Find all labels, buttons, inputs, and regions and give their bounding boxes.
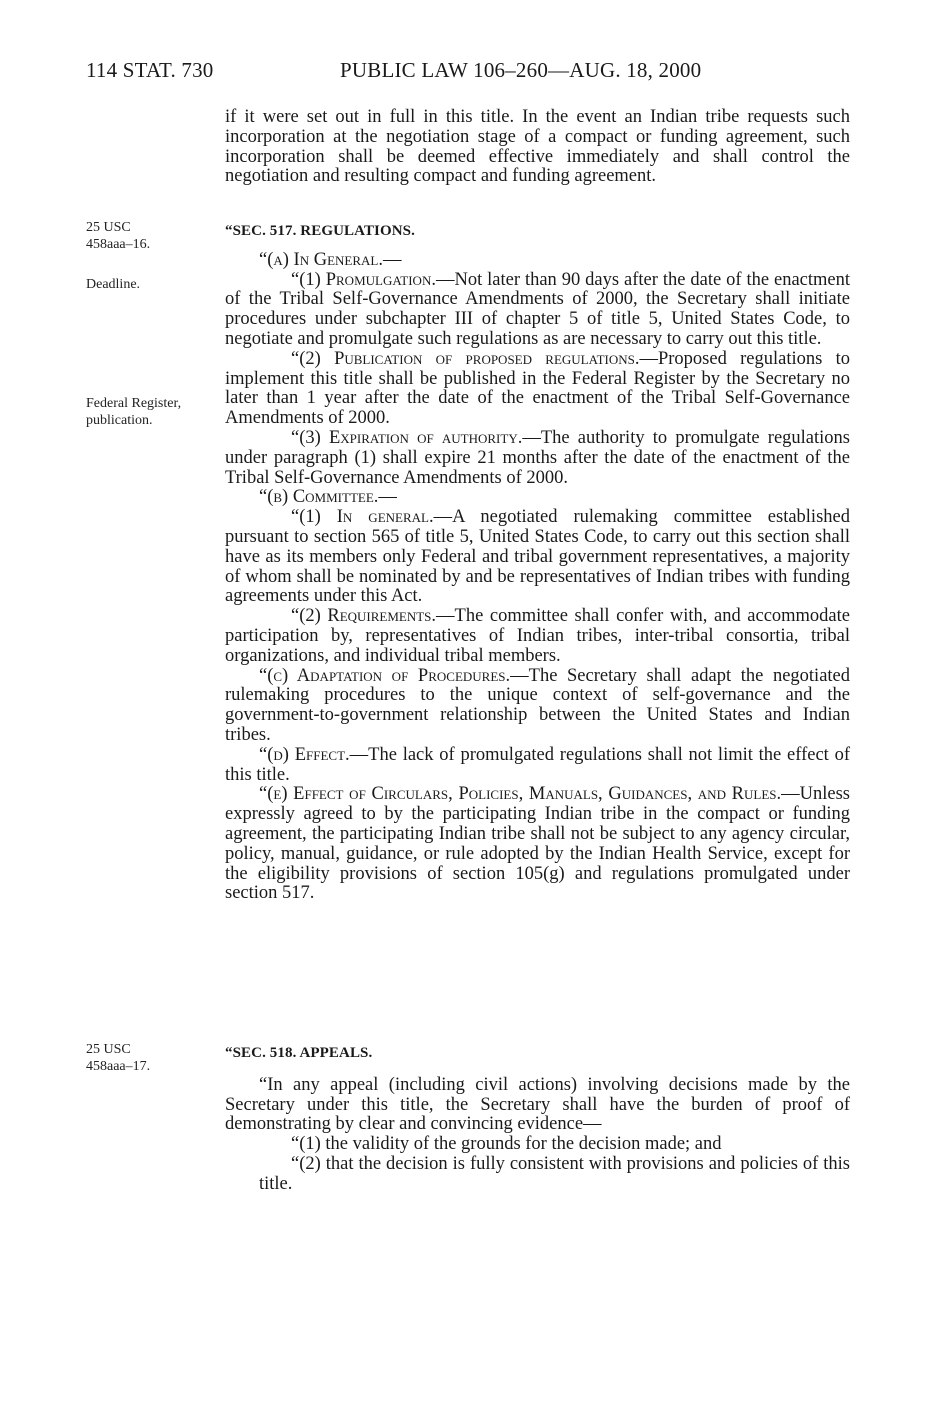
paragraph-b2-heading: “(2) Requirements. [291,606,437,627]
intro-text: if it were set out in full in this title. In the event an Indian tribe requests such incorporation at the negotiation stage of a compact or funding agreement, such incorporation shall be deemed effective immediately and shall control the negotiation and resulting compact and funding agreement. [225,107,850,187]
margin-note-line: 25 USC [86,220,131,235]
subsection-e [225,785,850,904]
section-518 [225,1044,850,1195]
public-law-header: PUBLIC LAW 106–260—AUG. 18, 2000 [340,58,702,82]
margin-note-usc-17 [86,1041,216,1075]
paragraph-a2-heading: “(2) Publication of proposed regulations. [291,348,640,369]
section-518-heading: “SEC. 518. APPEALS. [225,1045,373,1061]
subsection-e-heading: “(e) Effect of Circulars, Policies, Manuals, Guidances, and Rules. [259,784,782,805]
paragraph-b1-text: —A negotiated rulemaking committee established pursuant to section 565 of title 5, United States Code, to carry out this section shall have as its members only Federal and tribal government representatives, a majority of whom shall be nominated by and be representatives of Indian tribes with funding agreements under this Act. [225,507,850,607]
paragraph-b2 [225,607,850,666]
margin-note-usc-16 [86,219,216,253]
paragraph-a2-text: —Proposed regulations to implement this title shall be published in the Federal Register by the Secretary no later than 1 year after the date of the enactment of the Tribal Self-Governance Amendments of 2000. [225,348,851,429]
paragraph-a3-text: —The authority to promulgate regulations under paragraph (1) shall expire 21 months after the date of the enactment of the Tribal Self-Governance Amendments of 2000. [225,427,851,488]
margin-note-line: 458aaa–16. [86,237,151,252]
section-518-text: “In any appeal (including civil actions) involving decisions made by the Secretary under this title, the Secretary shall have the burden of proof of demonstrating by clear and convincing evidence— [225,1074,850,1135]
page-stat-number: 114 STAT. 730 [86,58,214,82]
subsection-c-heading: “(c) Adaptation of Procedures. [259,665,511,686]
intro-paragraph [225,108,850,187]
subsection-c [225,667,850,746]
subsection-d-heading: “(d) Effect. [259,744,350,765]
subsection-e-text: —Unless expressly agreed to by the participating Indian tribe in the compact or funding agreement, the participating Indian tribe shall not be subject to any agency circular, policy, manual, guidance, or rule adopted by the Indian Health Service, except for the eligibility provisions of section 105(g) and regulations promulgated under section 517. [225,784,850,904]
paragraph-a3-heading: “(3) Expiration of authority. [291,427,523,448]
subsection-a-heading: “(a) In General.— [259,249,402,270]
paragraph-b1-heading: “(1) In general. [291,507,434,528]
subsection-d [225,746,850,786]
margin-note-line: Federal Register, [86,396,182,411]
section-518-item-1: “(1) the validity of the grounds for the decision made; and [291,1134,722,1155]
margin-note-deadline: Deadline. [86,277,141,292]
section-517 [225,222,850,904]
margin-note-federal-register [86,395,216,429]
paragraph-a1 [225,271,850,350]
margin-note-line: 458aaa–17. [86,1059,151,1074]
margin-note-line: 25 USC [86,1042,131,1057]
subsection-d-text: —The lack of promulgated regulations shall not limit the effect of this title. [225,744,851,785]
paragraph-a1-text: —Not later than 90 days after the date of the enactment of the Tribal Self-Governance Amendments of 2000, the Secretary shall initiate procedures under subchapter III of chapter 5 of title 5, United States Code, to negotiate and promulgate such regulations as are necessary to carry out this title. [225,269,850,349]
paragraph-a1-heading: “(1) Promulgation. [291,269,436,290]
subsection-b-heading: “(b) Committee.— [259,487,397,508]
paragraph-a3 [225,429,850,488]
section-517-heading: “SEC. 517. REGULATIONS. [225,223,415,239]
paragraph-a2 [225,350,850,429]
margin-note-line: publication. [86,413,153,428]
paragraph-b2-text: —The committee shall confer with, and accommodate participation by, representatives of Indian tribes, inter-tribal consortia, tribal organizations, and individual tribal members. [225,606,850,666]
paragraph-b1 [225,508,850,607]
subsection-c-text: —The Secretary shall adapt the negotiated rulemaking procedures to the unique context of self-governance and the government-to-government relationship between the United States and Indian tribes. [225,665,851,745]
section-518-item-2: “(2) that the decision is fully consistent with provisions and policies of this title. [259,1153,850,1194]
